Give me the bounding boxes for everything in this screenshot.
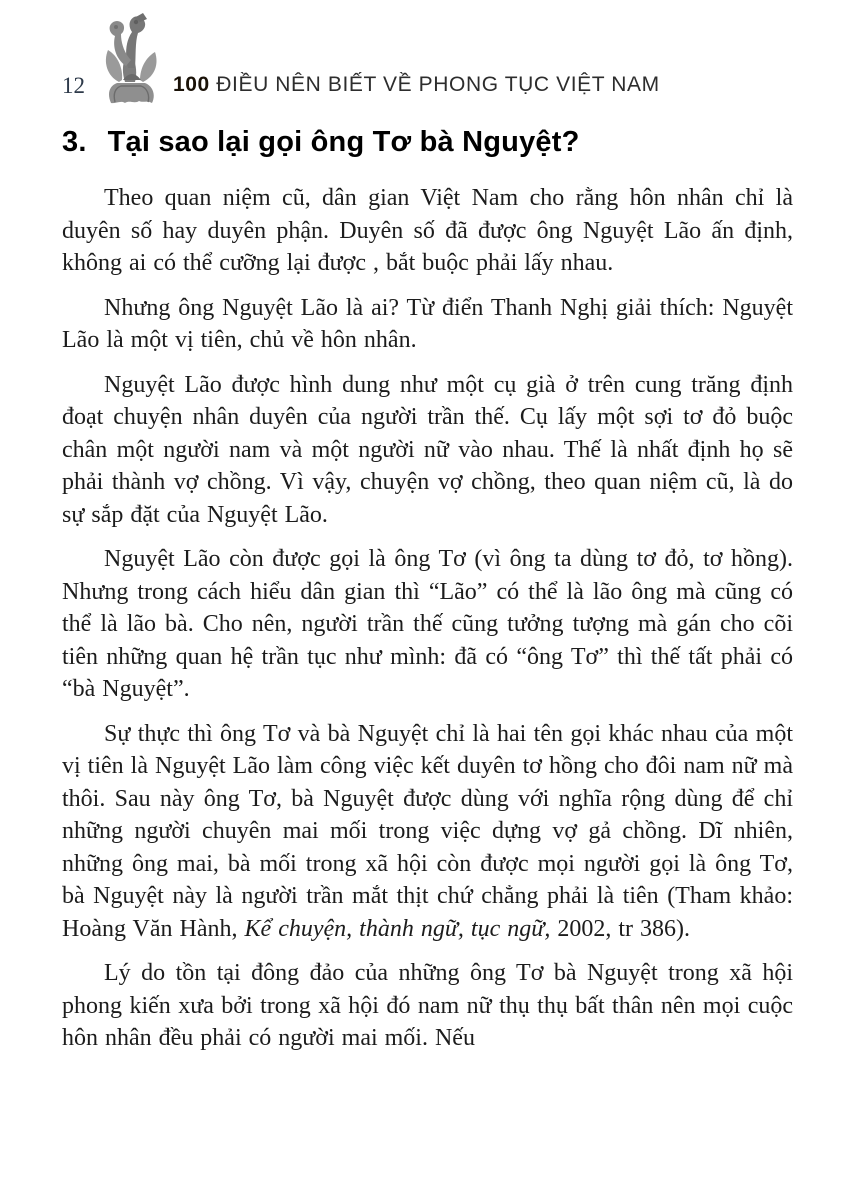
paragraph-5-citation-end: 2002, tr 386). [550, 915, 690, 942]
page-number: 12 [62, 73, 85, 98]
section-number: 3. [62, 126, 87, 158]
paragraph-6: Lý do tồn tại đông đảo của những ông Tơ bà Nguyệt trong xã hội phong kiến xưa bởi trong xã hội đó nam nữ thụ thụ bất thân nên mọi cuộc hôn nhân đều phải có người mai mối. Nếu [62, 960, 793, 1051]
paragraph-4: Nguyệt Lão còn được gọi là ông Tơ (vì ông ta dùng tơ đỏ, tơ hồng). Nhưng trong cách hiểu dân gian thì “Lão” có thể là lão ông mà cũng có thể là lão bà. Cho nên, người trần thế cũng tưởng tượng mà gán cho cõi tiên những quan hệ trần tục như mình: đã có “ông Tơ” thì thế tất phải có “bà Nguyệt”. [62, 546, 793, 702]
running-title-text: ĐIỀU NÊN BIẾT VỀ PHONG TỤC VIỆT NAM [209, 73, 660, 96]
paragraph-3: Nguyệt Lão được hình dung như một cụ già ở trên cung trăng định đoạt chuyện nhân duyên của người trần thế. Cụ lấy một sợi tơ đỏ buộc chân một người nam và một người nữ vào nhau. Thế là nhất định họ sẽ phải thành vợ chồng. Vì vậy, chuyện vợ chồng, theo quan niệm cũ, là do sự sắp đặt của Nguyệt Lão. [62, 371, 793, 528]
cranes-statue-ornament-icon [95, 10, 167, 104]
paragraph-5-text: Sự thực thì ông Tơ và bà Nguyệt chỉ là hai tên gọi khác nhau của một vị tiên là Nguyệt Lão làm công việc kết duyên tơ hồng cho đôi nam nữ mà thôi. Sau này ông Tơ, bà Nguyệt được dùng với nghĩa rộng dùng để chỉ những người chuyên mai mối trong việc dựng vợ gả chồng. Dĩ nhiên, những ông mai, bà mối trong xã hội còn được mọi người gọi là ông Tơ, bà Nguyệt này là người trần mắt thịt chứ chẳng phải là tiên (Tham khảo: Hoàng Văn Hành, [62, 720, 793, 942]
paragraph-5 [62, 718, 793, 946]
section-heading [62, 124, 793, 160]
paragraph-5-book-title: Kể chuyện, thành ngữ, tục ngữ, [244, 915, 551, 942]
paragraph-2: Nhưng ông Nguyệt Lão là ai? Từ điển Thanh Nghị giải thích: Nguyệt Lão là một vị tiên, chủ về hôn nhân. [62, 294, 793, 353]
running-title [173, 74, 660, 104]
paragraph-1: Theo quan niệm cũ, dân gian Việt Nam cho rằng hôn nhân chỉ là duyên số hay duyên phận. Duyên số đã được ông Nguyệt Lão ấn định, không ai có thể cưỡng lại được , bắt buộc phải lấy nhau. [62, 185, 793, 276]
running-title-number: 100 [173, 73, 210, 96]
section-title: Tại sao lại gọi ông Tơ bà Nguyệt? [107, 126, 580, 158]
running-header [62, 6, 793, 104]
page-content [62, 124, 793, 1067]
